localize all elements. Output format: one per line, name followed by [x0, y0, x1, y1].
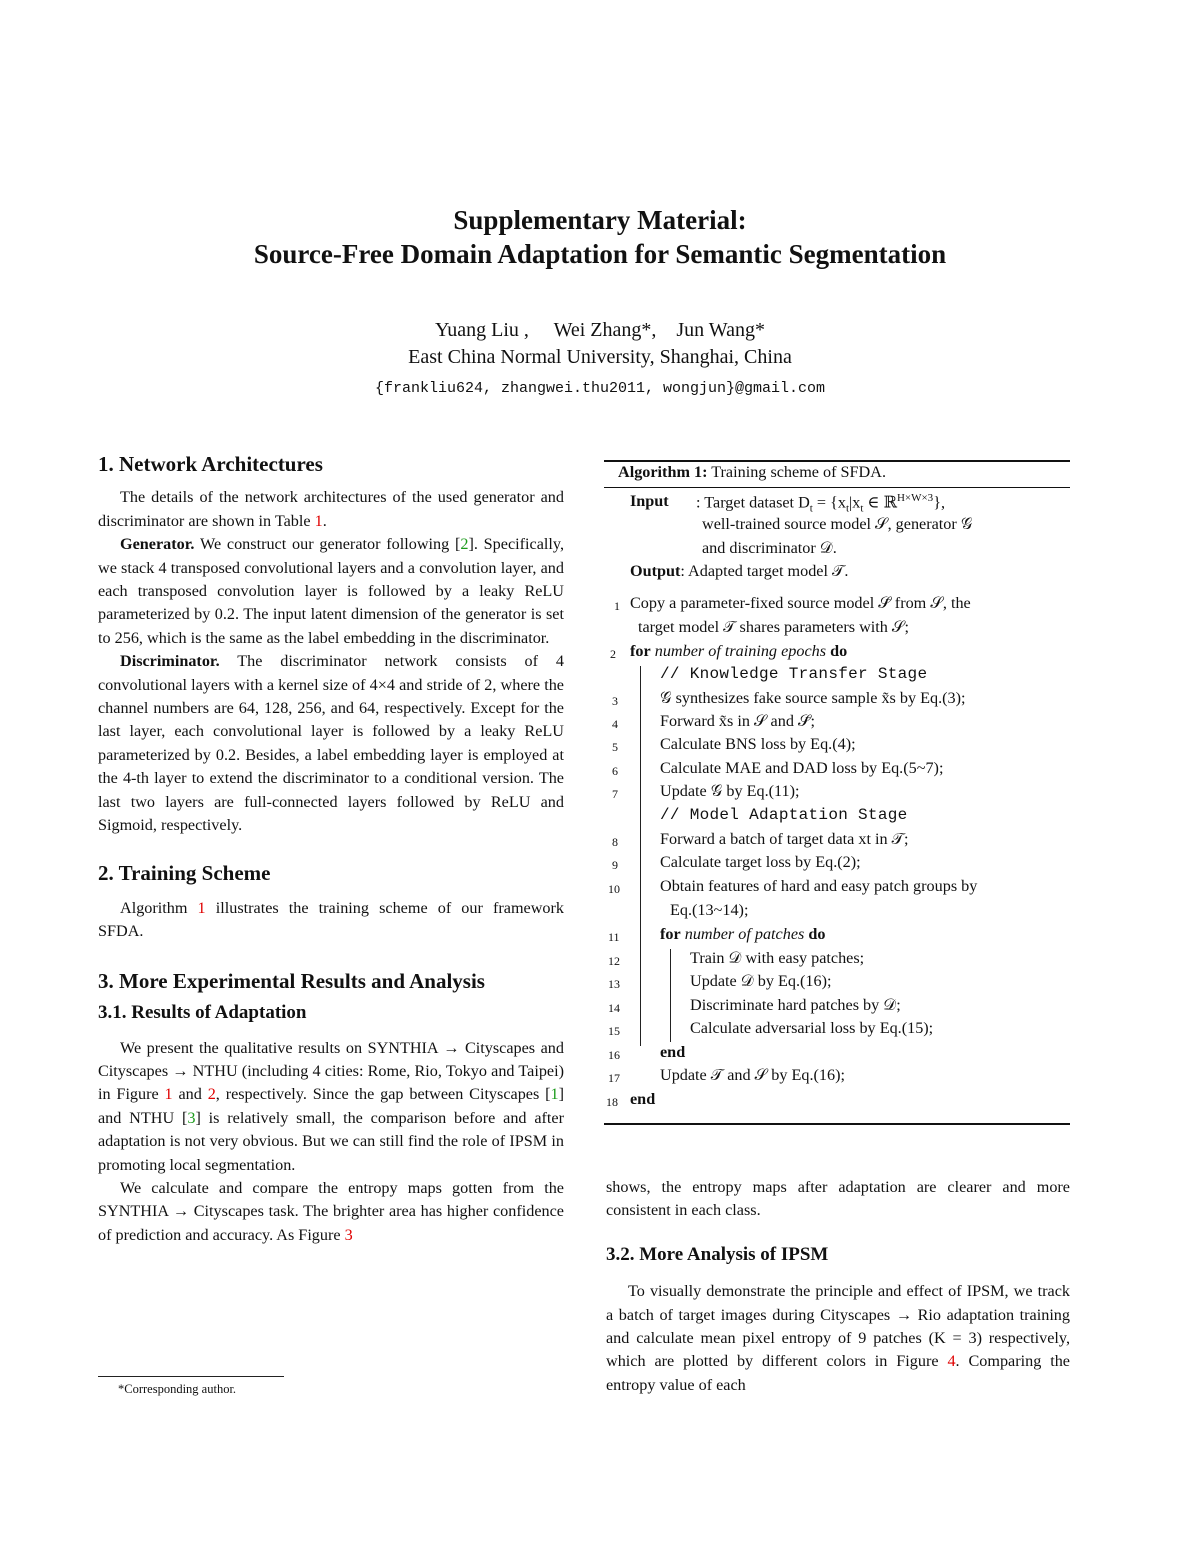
affiliation: East China Normal University, Shanghai, China: [408, 346, 792, 368]
caption-label: Algorithm 1:: [618, 463, 708, 481]
algorithm-ref[interactable]: 1: [197, 898, 206, 917]
text: ]. Specifically, we stack 4 transposed convolutional layers and a convolution layer, and each transposed convolution layer is followed by a leaky ReLU parameterized by 0.2. The input latent dimension of the generator is set to 256, which is the same as the label embedding in the discriminator.: [98, 535, 564, 647]
title-line-2: Source-Free Domain Adaptation for Semantic Segmentation: [253, 239, 947, 269]
keyword-for: for: [630, 642, 651, 660]
line-number: 13: [608, 977, 620, 991]
line-number: 17: [608, 1071, 620, 1085]
algo-line: target model 𝒯 shares parameters with 𝒮;: [638, 618, 909, 636]
algo-comment: // Model Adaptation Stage: [660, 806, 908, 824]
loop-condition: number of patches: [684, 925, 805, 943]
keyword-for: for: [660, 925, 681, 943]
keyword-do: do: [808, 925, 826, 943]
title-line-1: Supplementary Material:: [453, 205, 747, 235]
algo-line: [630, 642, 847, 661]
algo-line: Update 𝒟 by Eq.(16);: [690, 972, 832, 990]
left-column: [98, 453, 564, 1247]
algo-line: [660, 925, 825, 944]
text: We calculate and compare the entropy maps gotten from the SYNTHIA → Cityscapes task. The brighter area has higher confidence of prediction and accuracy. As Figure: [98, 1178, 564, 1244]
line-number: 16: [608, 1048, 620, 1062]
section-3-1-heading: 3.1. Results of Adaptation: [98, 1002, 307, 1024]
algo-output-label: [630, 562, 848, 581]
discriminator-label: Discriminator.: [120, 652, 220, 671]
author-2: Wei Zhang*,: [553, 319, 657, 341]
section-1-heading: 1. Network Architectures: [98, 452, 323, 476]
line-number: 12: [608, 954, 620, 968]
loop-condition: number of training epochs: [654, 642, 827, 660]
output-text: : Adapted target model 𝒯.: [680, 562, 849, 580]
section-2-paragraph: [98, 897, 564, 944]
text: We construct our generator following [: [194, 535, 461, 554]
text: .: [322, 511, 327, 530]
author-3: Jun Wang*: [676, 319, 765, 341]
algorithm-caption-rule: [604, 487, 1070, 488]
algorithm-body: [604, 490, 1070, 1120]
footnote: *Corresponding author.: [118, 1382, 237, 1396]
figure-ref[interactable]: 1: [164, 1085, 173, 1104]
line-number: 2: [610, 647, 616, 661]
table-ref[interactable]: 1: [314, 511, 323, 530]
algo-line: Eq.(13~14);: [670, 901, 749, 919]
algo-input-label: [630, 492, 669, 511]
line-number: 11: [608, 930, 620, 944]
algo-line: Calculate BNS loss by Eq.(4);: [660, 735, 856, 753]
algorithm-top-rule: [604, 460, 1070, 462]
section-3-1-paragraph: [98, 1037, 564, 1177]
text: illustrates the training scheme of our framework SFDA.: [98, 898, 564, 941]
block-bar: [640, 666, 641, 1046]
algo-line: Calculate MAE and DAD loss by Eq.(5~7);: [660, 759, 944, 777]
algo-line: Obtain features of hard and easy patch groups by: [660, 877, 978, 895]
discriminator-paragraph: [98, 650, 564, 837]
algo-input-line-3: and discriminator 𝒟.: [702, 539, 837, 557]
inner-block-bar: [670, 949, 671, 1042]
algo-input-line-2: well-trained source model 𝒮, generator 𝒢: [702, 515, 973, 533]
figure-ref[interactable]: 4: [947, 1352, 956, 1371]
keyword-do: do: [830, 642, 848, 660]
citation-ref[interactable]: 1: [550, 1085, 559, 1104]
line-number: 18: [606, 1095, 618, 1109]
algo-line: Copy a parameter-fixed source model 𝒮̄ from 𝒮, the: [630, 594, 971, 612]
section-3-heading: 3. More Experimental Results and Analysis: [98, 968, 485, 993]
algo-line: 𝒢 synthesizes fake source sample x̃s by Eq.(3);: [660, 689, 966, 707]
text: The discriminator network consists of 4 convolutional layers with a kernel size of 4×4 and stride of 2, where the channel numbers are 64, 128, 256, and 64, respectively. Except for the last layer, each convolutional layer is followed by a leaky ReLU parameterized by 0.2. Besides, a label embedding layer is employed at the 4-th layer to extend the discriminator to a conditional version. The last two layers are full-connected layers followed by ReLU and Sigmoid, respectively.: [98, 652, 564, 835]
text: and: [172, 1085, 208, 1104]
section-2-heading: 2. Training Scheme: [98, 860, 271, 885]
text: , respectively. Since the gap between Cityscapes [: [215, 1085, 551, 1104]
caption-text: Training scheme of SFDA.: [707, 463, 886, 481]
line-number: 9: [612, 858, 618, 872]
line-number: 4: [612, 717, 618, 731]
footnote-rule: [98, 1376, 284, 1377]
line-number: 7: [612, 787, 618, 801]
text: ] is relatively small, the comparison before and after adaptation is not very obvious. But we can still find the role of IPSM in promoting local segmentation.: [98, 1108, 564, 1174]
text: |x: [849, 493, 861, 512]
line-number: 6: [612, 764, 618, 778]
text: . Comparing the entropy value of each: [606, 1352, 1070, 1394]
text: To visually demonstrate the principle and effect of IPSM, we track a batch of target images during Cityscapes → Rio adaptation training and calculate mean pixel entropy of 9 patches (K = 3) respectively, which are plotted by different colors in Figure: [606, 1282, 1070, 1371]
algo-line: Train 𝒟 with easy patches;: [690, 949, 865, 967]
figure-ref[interactable]: 3: [344, 1225, 353, 1244]
algo-line-end: end: [660, 1043, 686, 1061]
author-emails: {frankliu624, zhangwei.thu2011, wongjun}@gmail.com: [374, 380, 826, 397]
section-3-2-paragraph: [606, 1280, 1070, 1397]
generator-label: Generator.: [120, 535, 195, 554]
text: The details of the network architectures of the used generator and discriminator are shown in Table: [98, 488, 564, 530]
line-number: 5: [612, 740, 618, 754]
algorithm-bottom-rule: [604, 1123, 1070, 1125]
text: ] and NTHU [: [98, 1085, 564, 1127]
line-number: 8: [612, 835, 618, 849]
algo-line: Calculate target loss by Eq.(2);: [660, 853, 861, 871]
author-1: Yuang Liu ,: [435, 319, 529, 341]
citation-ref[interactable]: 3: [187, 1108, 196, 1127]
line-number: 3: [612, 694, 618, 708]
paper-title: [0, 203, 1200, 271]
line-number: 1: [614, 599, 620, 613]
input-label: Input: [630, 492, 669, 510]
line-number: 10: [608, 882, 620, 896]
text: Algorithm: [120, 898, 198, 917]
citation-ref[interactable]: 2: [460, 535, 469, 554]
algo-line: Forward x̃s in 𝒮 and 𝒮̄;: [660, 712, 815, 730]
entropy-paragraph-continued: shows, the entropy maps after adaptation are clearer and more consistent in each class.: [606, 1178, 1070, 1220]
text: },: [933, 493, 946, 512]
line-number: 15: [608, 1024, 620, 1038]
author-list: [0, 319, 1200, 342]
text: = {x: [812, 493, 846, 512]
algo-line: Calculate adversarial loss by Eq.(15);: [690, 1019, 934, 1037]
section-1-paragraph: [98, 486, 564, 533]
right-column: [606, 1176, 1070, 1397]
text: ∈ ℝ: [863, 493, 897, 512]
text: We present the qualitative results on SYNTHIA → Cityscapes and Cityscapes → NTHU (including 4 cities: Rome, Rio, Tokyo and Taipei) in Figure: [98, 1038, 564, 1104]
algo-line: Discriminate hard patches by 𝒟;: [690, 996, 901, 1014]
algo-input-line-1: : Target dataset $D_t = \{x_t|x_t$ ∈ ℝ$^{H\times W\times 3}$},: [696, 492, 946, 515]
line-number: 14: [608, 1001, 620, 1015]
algorithm-caption: [618, 463, 886, 482]
algo-comment: // Knowledge Transfer Stage: [660, 665, 928, 683]
section-3-2-heading: 3.2. More Analysis of IPSM: [606, 1243, 829, 1265]
output-label: Output: [630, 562, 681, 580]
superscript: H×W×3: [896, 492, 934, 504]
entropy-paragraph: [98, 1177, 564, 1247]
figure-ref[interactable]: 2: [207, 1085, 216, 1104]
text: : Target dataset D: [696, 493, 810, 512]
algo-line: Update 𝒢 by Eq.(11);: [660, 782, 800, 800]
algo-line-end: end: [630, 1090, 656, 1108]
algo-line: Forward a batch of target data xt in 𝒯;: [660, 830, 909, 848]
generator-paragraph: [98, 533, 564, 650]
algo-line: Update 𝒯 and 𝒮 by Eq.(16);: [660, 1066, 845, 1084]
